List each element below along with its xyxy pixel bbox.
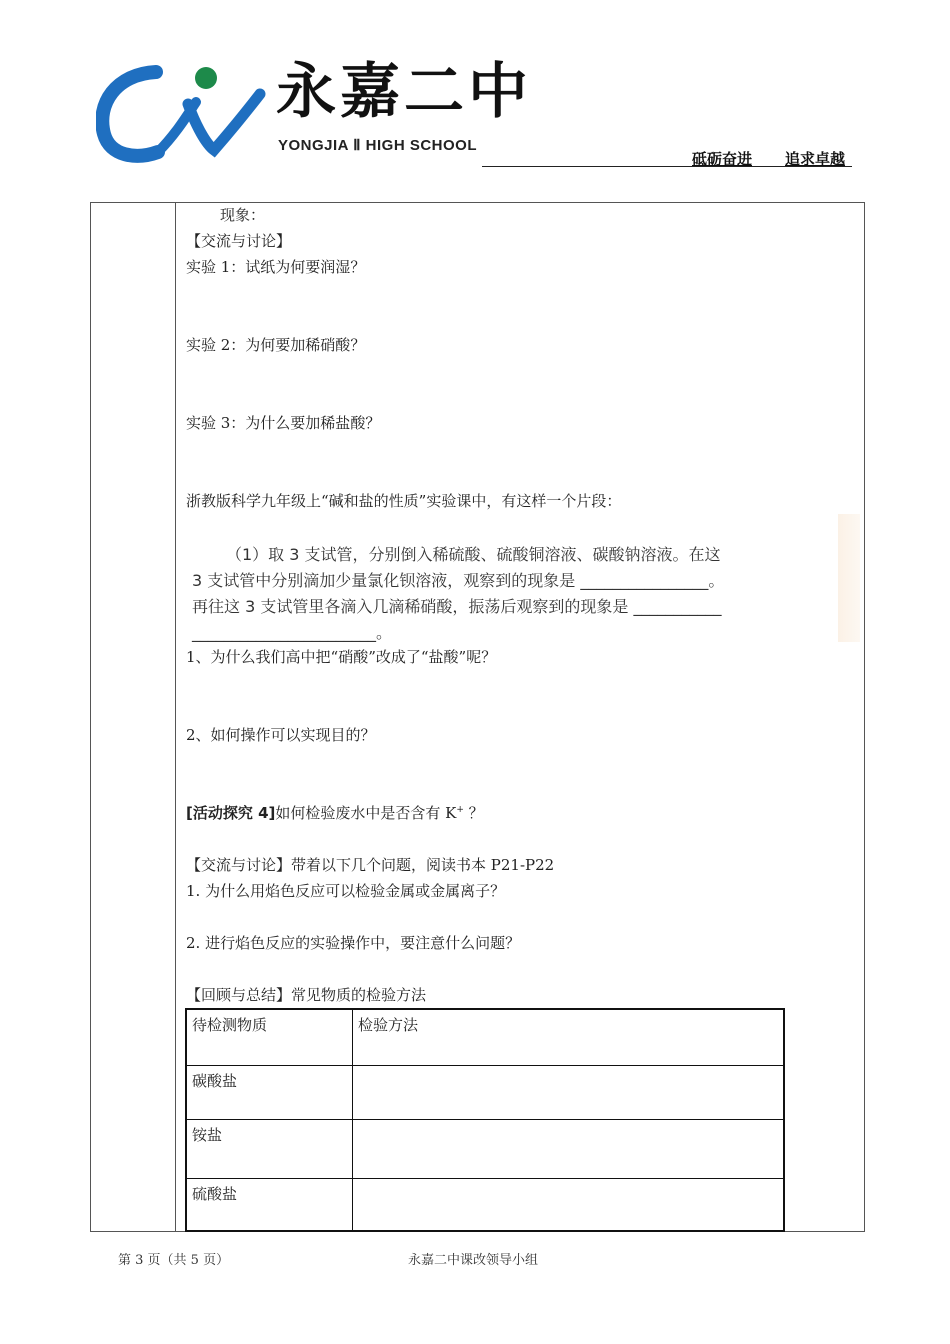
page-header <box>0 0 950 175</box>
table-cell-substance: 铵盐 <box>186 1119 353 1178</box>
table-cell-method[interactable] <box>353 1178 785 1231</box>
discussion-heading: 【交流与讨论】 <box>186 232 292 250</box>
excerpt-intro: 浙教版科学九年级上“碱和盐的性质”实验课中，有这样一个片段： <box>186 492 622 510</box>
footer-group: 永嘉二中课改领导小组 <box>408 1253 539 1268</box>
activity-label: [活动探究 4] <box>186 804 276 822</box>
frame-divider <box>175 202 176 1232</box>
table-header-method: 检验方法 <box>353 1009 785 1065</box>
page-number: 第 3 页（共 5 页） <box>118 1253 230 1268</box>
discussion-2-question-2: 2. 进行焰色反应的实验操作中，要注意什么问题？ <box>186 934 521 952</box>
experiment-2-question: 实验 2：为何要加稀硝酸？ <box>186 336 366 354</box>
table-row <box>186 1178 784 1231</box>
question-2: 2、如何操作可以实现目的？ <box>186 726 376 744</box>
activity-line <box>186 804 484 822</box>
table-cell-substance: 碳酸盐 <box>186 1065 353 1119</box>
excerpt-line: （1）取 3 支试管，分别倒入稀硫酸、硫酸铜溶液、碳酸钠溶液。在这 <box>226 545 721 564</box>
activity-question: 如何检验废水中是否含有 K <box>275 804 457 822</box>
discussion-2-question-1: 1. 为什么用焰色反应可以检验金属或金属离子？ <box>186 882 506 900</box>
detection-methods-table <box>185 1008 785 1232</box>
excerpt-line: _______________________。 <box>192 623 393 642</box>
table-row <box>186 1119 784 1178</box>
table-header-substance: 待检测物质 <box>186 1009 353 1065</box>
activity-superscript: + <box>456 805 464 815</box>
table-row <box>186 1065 784 1119</box>
school-name-cn: 永嘉二中 <box>276 57 532 127</box>
phenomenon-label: 现象： <box>220 206 266 224</box>
review-heading: 【回顾与总结】常见物质的检验方法 <box>186 986 427 1004</box>
school-name-en: YONGJIA Ⅱ HIGH SCHOOL <box>278 137 478 154</box>
table-cell-substance: 硫酸盐 <box>186 1178 353 1231</box>
textbook-excerpt <box>188 538 833 642</box>
motto-second: 追求卓越 <box>785 150 846 168</box>
activity-question-end: ？ <box>463 804 484 822</box>
scan-edge-shade <box>838 514 860 642</box>
excerpt-line: 3 支试管中分别滴加少量氯化钡溶液，观察到的现象是 ________________。 <box>192 571 725 590</box>
motto-first: 砥砺奋进 <box>692 150 753 168</box>
table-cell-method[interactable] <box>353 1119 785 1178</box>
question-1: 1、为什么我们高中把“硝酸”改成了“盐酸”呢？ <box>186 648 497 666</box>
excerpt-line: 再往这 3 支试管里各滴入几滴稀硝酸，振荡后观察到的现象是 ___________ <box>192 597 722 616</box>
table-header-row <box>186 1009 784 1065</box>
table-cell-method[interactable] <box>353 1065 785 1119</box>
school-logo-icon <box>96 64 266 164</box>
experiment-3-question: 实验 3：为什么要加稀盐酸？ <box>186 414 381 432</box>
discussion-2: 【交流与讨论】带着以下几个问题，阅读书本 P21-P22 <box>186 856 555 874</box>
experiment-1-question: 实验 1：试纸为何要润湿？ <box>186 258 366 276</box>
